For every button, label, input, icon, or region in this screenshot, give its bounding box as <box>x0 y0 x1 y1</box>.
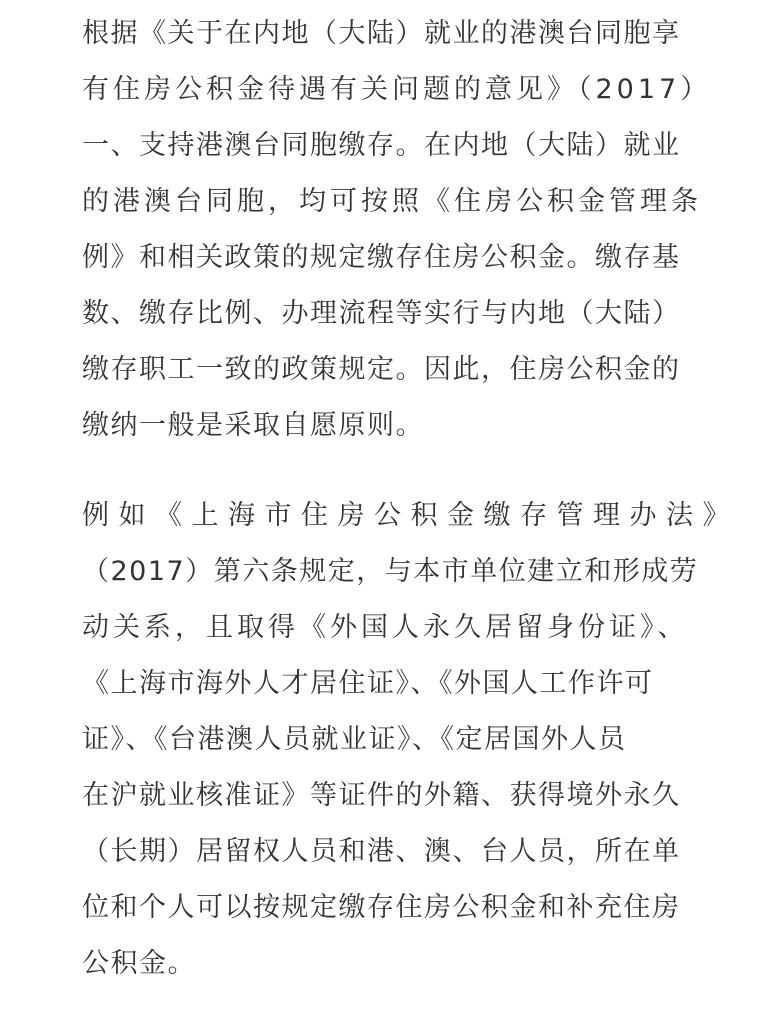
text-line: 根据《关于在内地（大陆）就业的港澳台同胞享 <box>82 18 681 49</box>
text-line: 例》和相关政策的规定缴存住房公积金。缴存基 <box>82 242 681 273</box>
paragraph-housing-fund-policy <box>82 6 742 454</box>
text-line: 在沪就业核准证》等证件的外籍、获得境外永久 <box>82 780 681 811</box>
paragraph-shanghai-example <box>82 488 742 992</box>
text-line: 动关系，且取得《外国人永久居留身份证》、 <box>82 612 689 643</box>
text-line: 例如《上海市住房公积金缴存管理办法》 <box>82 500 739 531</box>
text-line: 缴纳一般是采取自愿原则。 <box>82 410 424 441</box>
text-line: 证》、《台港澳人员就业证》、《定居国外人员 <box>82 724 627 755</box>
text-line: （长期）居留权人员和港、澳、台人员，所在单 <box>82 836 681 867</box>
text-line: 数、缴存比例、办理流程等实行与内地（大陆） <box>82 298 681 329</box>
text-line: 一、支持港澳台同胞缴存。在内地（大陆）就业 <box>82 130 681 161</box>
text-line: 有住房公积金待遇有关问题的意见》（2017） <box>82 74 712 105</box>
text-line: 缴存职工一致的政策规定。因此，住房公积金的 <box>82 354 681 385</box>
text-line: 位和个人可以按规定缴存住房公积金和补充住房 <box>82 892 681 923</box>
text-line: 公积金。 <box>82 948 196 979</box>
text-line: （2017）第六条规定，与本市单位建立和形成劳 <box>82 556 699 587</box>
text-line: 的港澳台同胞，均可按照《住房公积金管理条 <box>82 186 702 217</box>
text-line: 《上海市海外人才居住证》、《外国人工作许可 <box>82 668 654 699</box>
